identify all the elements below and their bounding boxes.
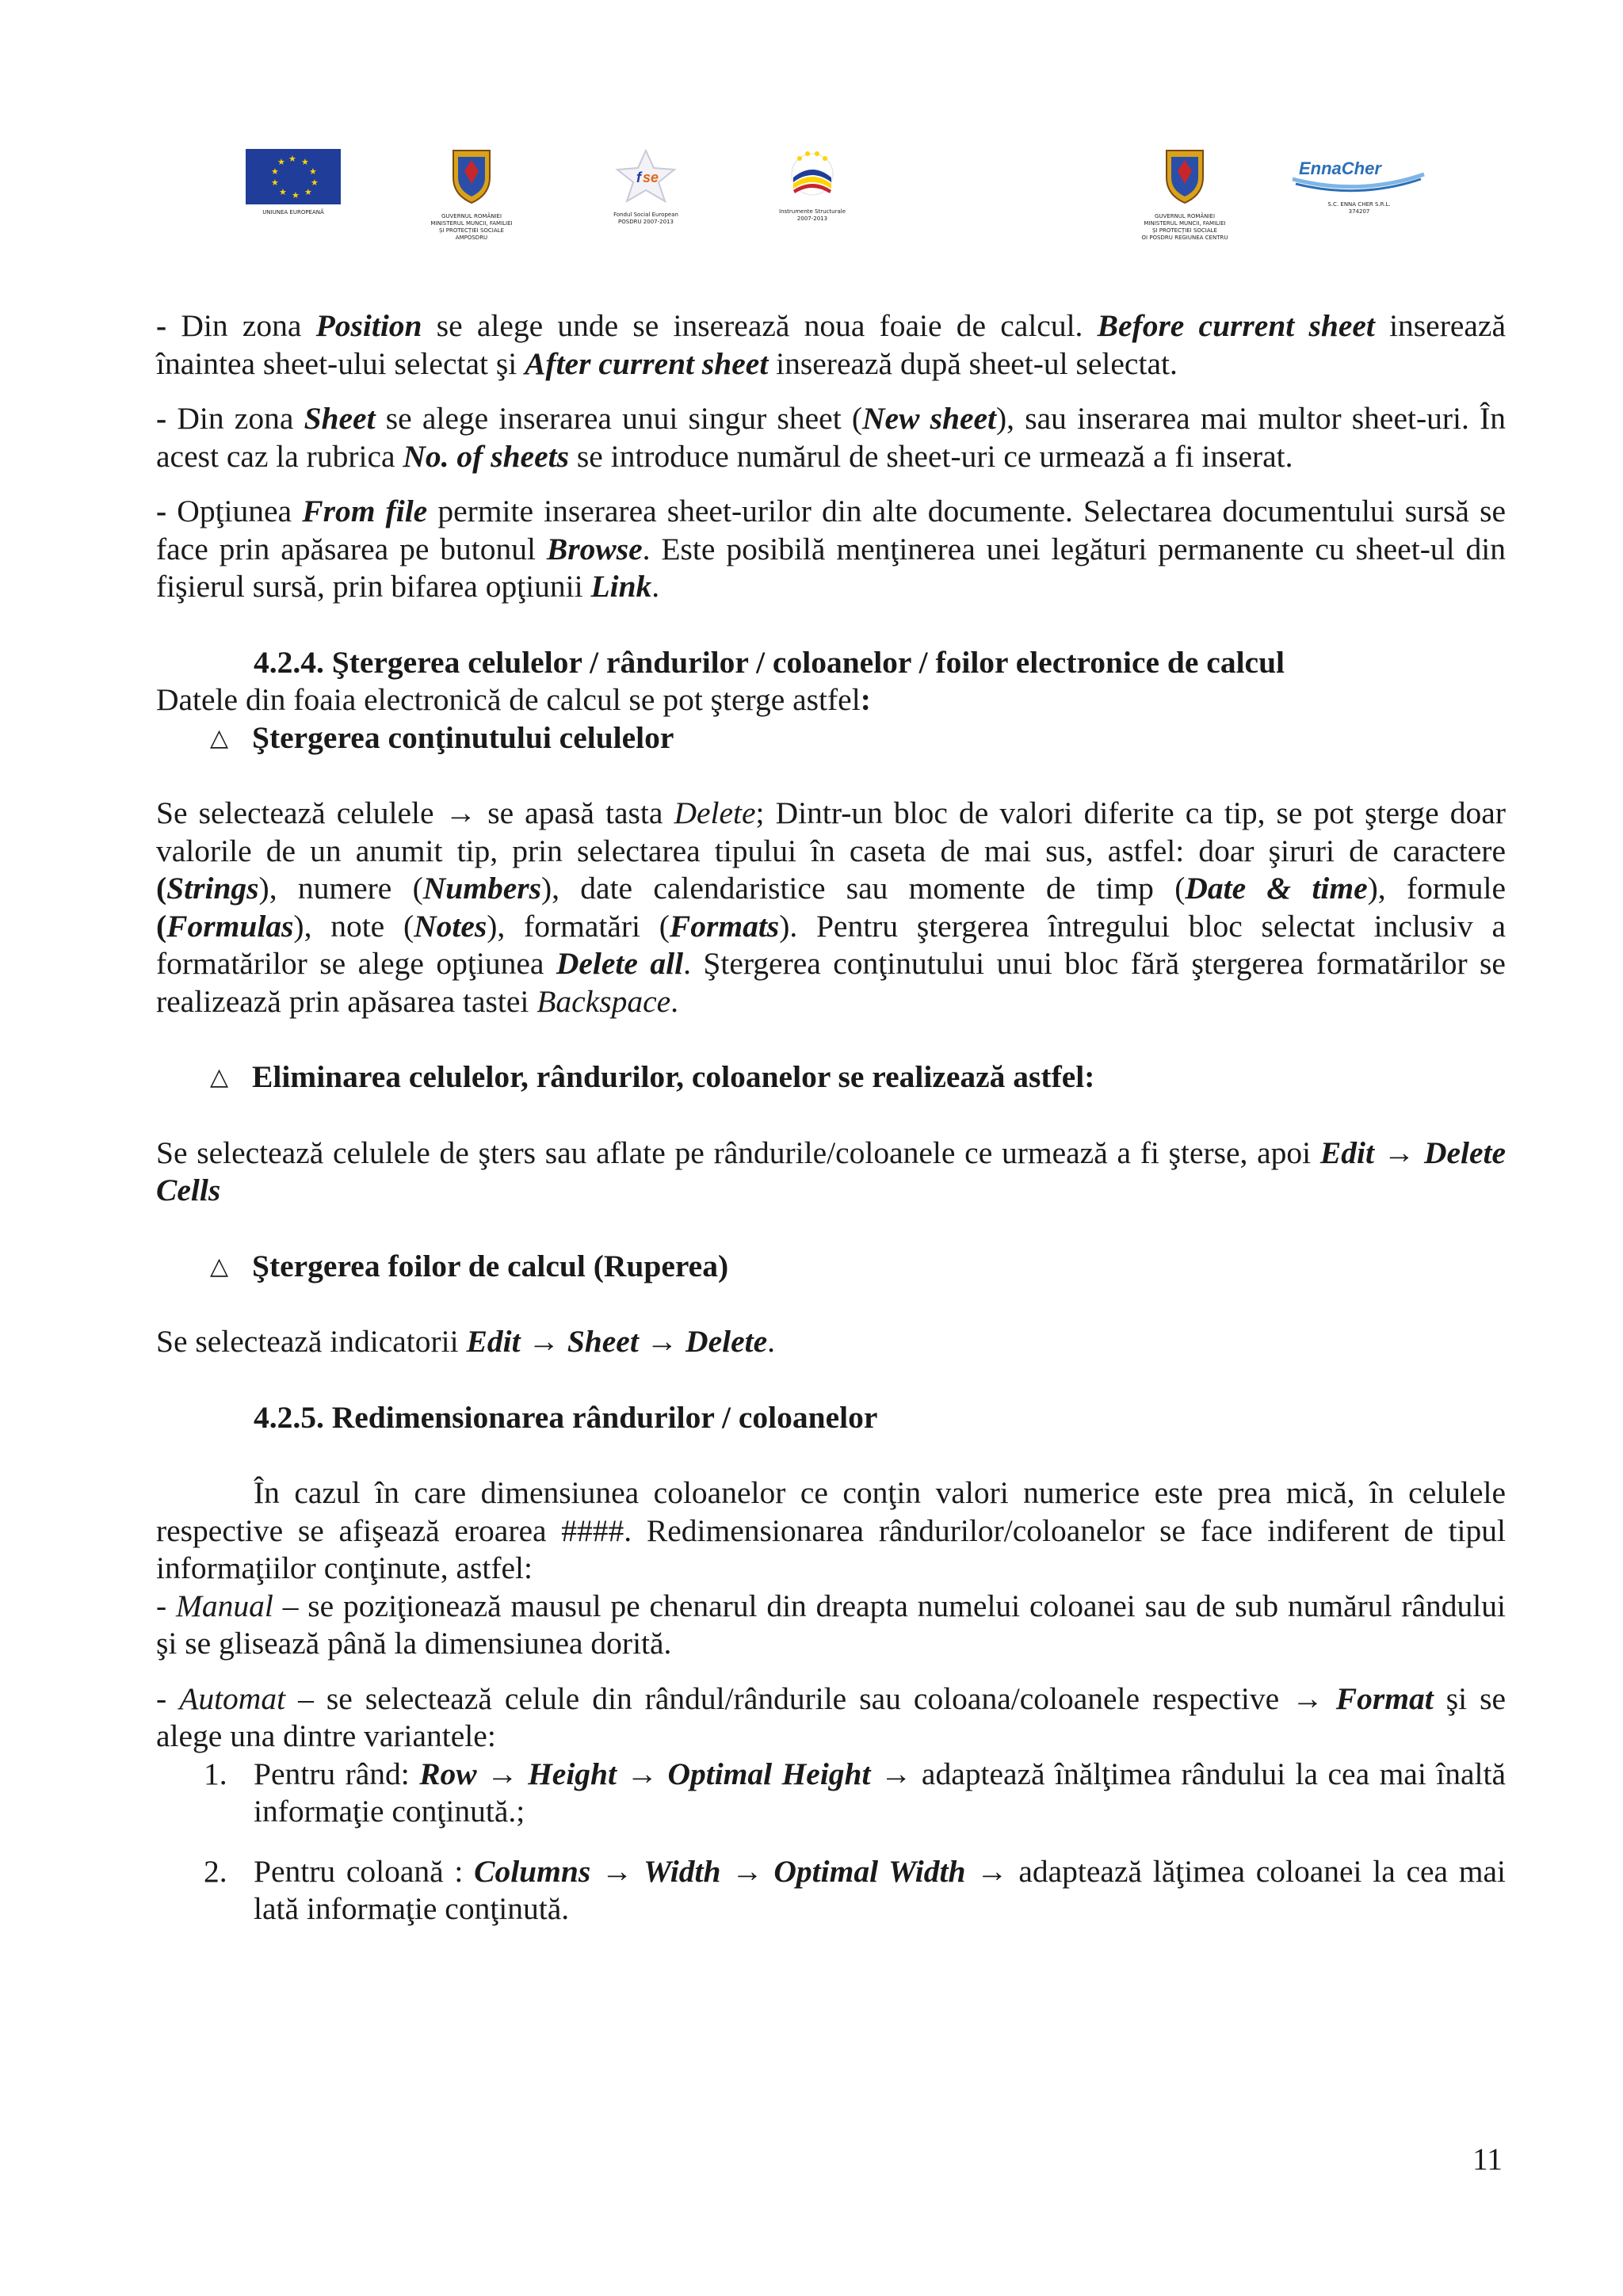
logo-caption: GUVERNUL ROMÂNIEI MINISTERUL MUNCII, FAMILIEI ȘI PROTECȚIEI SOCIALE AMPOSDRU	[430, 213, 513, 241]
page-number: 11	[1472, 2142, 1503, 2176]
bullet-delete-content: △ Ştergerea conţinutului celulelor	[156, 719, 1506, 757]
paragraph-from-file: - Opţiunea From file permite inserarea sheet-urilor din alte documente. Selectarea documentului sursă se face prin apăsarea pe butonul Browse. Este posibilă menţinerea unei legături permanente cu sheet-ul din fişierul sursă, prin bifarea opţiunii Link.	[156, 494, 1507, 604]
logo-caption: GUVERNUL ROMÂNIEI MINISTERUL MUNCII, FAMILIEI ȘI PROTECȚIEI SOCIALE OI POSDRU REGIUNEA CENTRU	[1141, 213, 1228, 241]
logo-caption: UNIUNEA EUROPEANĂ	[262, 209, 324, 215]
coat-of-arms-icon	[1160, 143, 1209, 204]
logo-caption: Instrumente Structurale 2007-2013	[779, 208, 846, 222]
triangle-outline-icon: △	[210, 1064, 229, 1090]
bullet-remove-cells: △ Eliminarea celulelor, rândurilor, coloanelor se realizează astfel:	[156, 1058, 1506, 1097]
government-logo	[1109, 143, 1260, 242]
list-item: 1. Pentru rând: Row → Height → Optimal Height → adaptează înălţimea rândului la cea mai înaltă informaţie conţinută.;	[204, 1756, 1506, 1829]
brand-name: EnnaCher	[1299, 158, 1381, 178]
logo-caption: S.C. ENNA CHER S.R.L. 374207	[1327, 201, 1391, 215]
svg-text:f: f	[636, 170, 641, 185]
paragraph-intro-delete: Datele din foaia electronică de calcul se pot şterge astfel:	[156, 682, 871, 717]
structural-instruments-logo	[753, 143, 872, 223]
eu-flag-icon: ★ ★ ★ ★ ★ ★ ★ ★ ★ ★	[246, 149, 341, 204]
document-body	[156, 307, 1506, 1928]
government-logo	[396, 143, 547, 242]
paragraph-automat: - Automat – se selectează celule din rândul/rândurile sau coloana/coloanele respective → Format şi se alege una dintre variantele:	[156, 1680, 1507, 1753]
triangle-outline-icon: △	[210, 724, 229, 751]
paragraph-delete-sheets: Se selectează indicatorii Edit → Sheet → Delete.	[156, 1324, 775, 1359]
paragraph-sheet: - Din zona Sheet se alege inserarea unui singur sheet (New sheet), sau inserarea mai multor sheet-uri. În acest caz la rubrica No. of sheets se introduce numărul de sheet-uri ce urmează a fi inserat.	[156, 401, 1506, 474]
fse-logo	[586, 147, 705, 226]
list-item: 2. Pentru coloană : Columns → Width → Optimal Width → adaptează lăţimea coloanei la cea mai lată informaţie conţinută.	[204, 1853, 1506, 1926]
eu-logo	[238, 149, 349, 216]
section-heading-4-2-4: 4.2.4. Ştergerea celulelor / rândurilor / coloanelor / foilor electronice de calcul	[254, 644, 1285, 680]
paragraph-delete-content: Se selectează celulele → se apasă tasta Delete; Dintr-un bloc de valori diferite ca tip, se pot şterge doar valorile de un anumit tip, prin selectarea tipului în caseta de mai sus, astfel: doar şiruri de caractere (Strings), numere (Numbers), date calendaristice sau momente de timp (Date & time), formule (Formulas), note (Notes), formatări (Formats). Pentru ştergerea întregului bloc selectat inclusiv a formatărilor se alege opţiunea Delete all. Ştergerea conţinutului unui bloc fără ştergerea formatărilor se realizează prin apăsarea tastei Backspace.	[156, 795, 1507, 1019]
fse-star-icon	[608, 147, 684, 203]
paragraph-resize-intro: În cazul în care dimensiunea coloanelor ce conţin valori numerice este prea mică, în celulele respective se afişează eroarea ####. Redimensionarea rândurilor/coloanelor se face indiferent de tipul informaţiilor conţinute, astfel:	[156, 1475, 1506, 1585]
page-header-logos	[230, 135, 1466, 254]
paragraph-remove-cells: Se selectează celulele de şters sau aflate pe rândurile/coloanele ce urmează a fi şterse, apoi Edit → Delete Cells	[156, 1135, 1507, 1207]
paragraph-position: - Din zona Position se alege unde se inserează noua foaie de calcul. Before current sheet inserează înaintea sheet-ului selectat şi After current sheet inserează după sheet-ul selectat.	[156, 308, 1506, 381]
section-heading-4-2-5: 4.2.5. Redimensionarea rândurilor / coloanelor	[254, 1399, 878, 1435]
ennacher-logo	[1284, 147, 1434, 215]
structural-instruments-icon	[773, 143, 852, 200]
paragraph-manual: - Manual – se poziţionează mausul pe chenarul din dreapta numelui coloanei sau de sub numărul rândului şi se glisează până la dimensiunea dorită.	[156, 1588, 1507, 1661]
svg-text:se: se	[643, 170, 659, 185]
logo-caption: Fondul Social European POSDRU 2007-2013	[613, 212, 678, 225]
triangle-outline-icon: △	[210, 1253, 229, 1280]
ennacher-swoosh-icon	[1288, 147, 1430, 196]
coat-of-arms-icon	[447, 143, 496, 204]
bullet-delete-sheets: △ Ştergerea foilor de calcul (Ruperea)	[156, 1248, 1506, 1286]
